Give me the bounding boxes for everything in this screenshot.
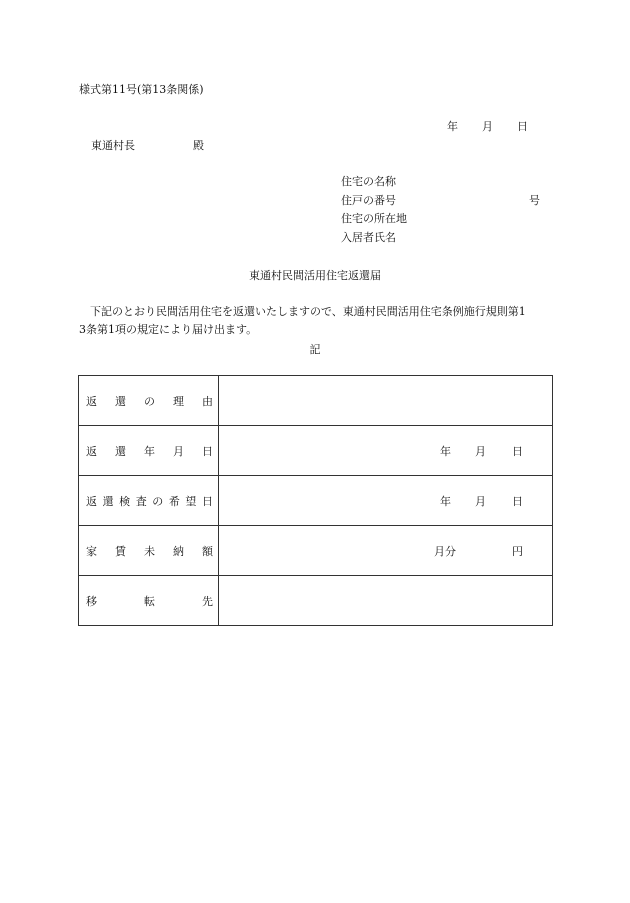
return-date-units [440,443,523,459]
label-char: 還 [102,494,114,508]
addressee [91,137,204,153]
date-year-label: 年 [447,120,458,133]
label-char: 賃 [115,544,126,558]
unit-number-label: 住戸の番号 [341,193,396,207]
form-number: 様式第11号(第13条関係) [79,83,204,96]
label-char: の [152,494,164,508]
body-line-2: 3条第1項の規定により届け出ます。 [79,323,258,336]
unit-suffix: 号 [529,193,540,207]
return-date-field[interactable] [219,426,553,476]
unpaid-rent-field[interactable] [219,526,553,576]
label-char: 日 [201,494,213,508]
label-char: の [144,394,155,408]
table-row [79,426,553,476]
label-char: 検 [119,494,131,508]
honorific: 殿 [193,139,204,152]
return-reason-field[interactable] [219,376,553,426]
addressee-name: 東通村長 [91,139,135,152]
return-reason-label [79,376,219,426]
date-day-label: 日 [517,120,528,133]
unit-number-row [341,192,540,211]
label-char: 転 [144,594,155,608]
new-address-label [79,576,219,626]
unpaid-rent-label [79,526,219,576]
label-char: 返 [86,444,97,458]
month-label: 月 [475,444,486,458]
label-char: 日 [202,444,213,458]
housing-name-row [341,173,407,192]
month-label: 月 [475,494,486,508]
inspection-date-units [440,493,523,509]
ki-heading: 記 [309,343,321,356]
label-char: 査 [135,494,147,508]
day-label: 日 [512,494,523,508]
label-char: 望 [185,494,197,508]
label-char: 年 [144,444,155,458]
new-address-field[interactable] [219,576,553,626]
label-char: 希 [168,494,180,508]
date-month-label: 月 [482,120,493,133]
submission-date [447,118,528,134]
label-char: 還 [115,394,126,408]
label-char: 未 [144,544,155,558]
table-row [79,526,553,576]
inspection-date-label [79,476,219,526]
label-char: 家 [86,544,97,558]
label-char: 返 [86,394,97,408]
table-row [79,376,553,426]
address-row [341,210,407,229]
return-date-label [79,426,219,476]
applicant-info [341,173,540,247]
month-portion-label: 月分 [434,544,456,558]
body-line-1: 下記のとおり民間活用住宅を返還いたしますので、東通村民間活用住宅条例施行規則第1 [79,305,526,318]
resident-name-row [341,229,407,248]
label-char: 由 [202,394,213,408]
yen-label: 円 [512,544,523,558]
body-text [79,303,554,339]
label-char: 月 [173,444,184,458]
year-label: 年 [440,444,451,458]
day-label: 日 [512,444,523,458]
document-title: 東通村民間活用住宅返還届 [249,269,381,282]
address-label: 住宅の所在地 [341,212,407,225]
label-char: 納 [173,544,184,558]
label-char: 移 [86,594,97,608]
label-char: 理 [173,394,184,408]
table-row [79,576,553,626]
housing-name-label: 住宅の名称 [341,175,396,188]
label-char: 先 [202,594,213,608]
year-label: 年 [440,494,451,508]
table-row [79,476,553,526]
label-char: 額 [202,544,213,558]
label-char: 返 [86,494,97,508]
resident-name-label: 入居者氏名 [341,230,396,244]
inspection-date-field[interactable] [219,476,553,526]
label-char: 還 [115,444,126,458]
unpaid-rent-units [434,543,523,559]
return-details-table [78,375,553,626]
